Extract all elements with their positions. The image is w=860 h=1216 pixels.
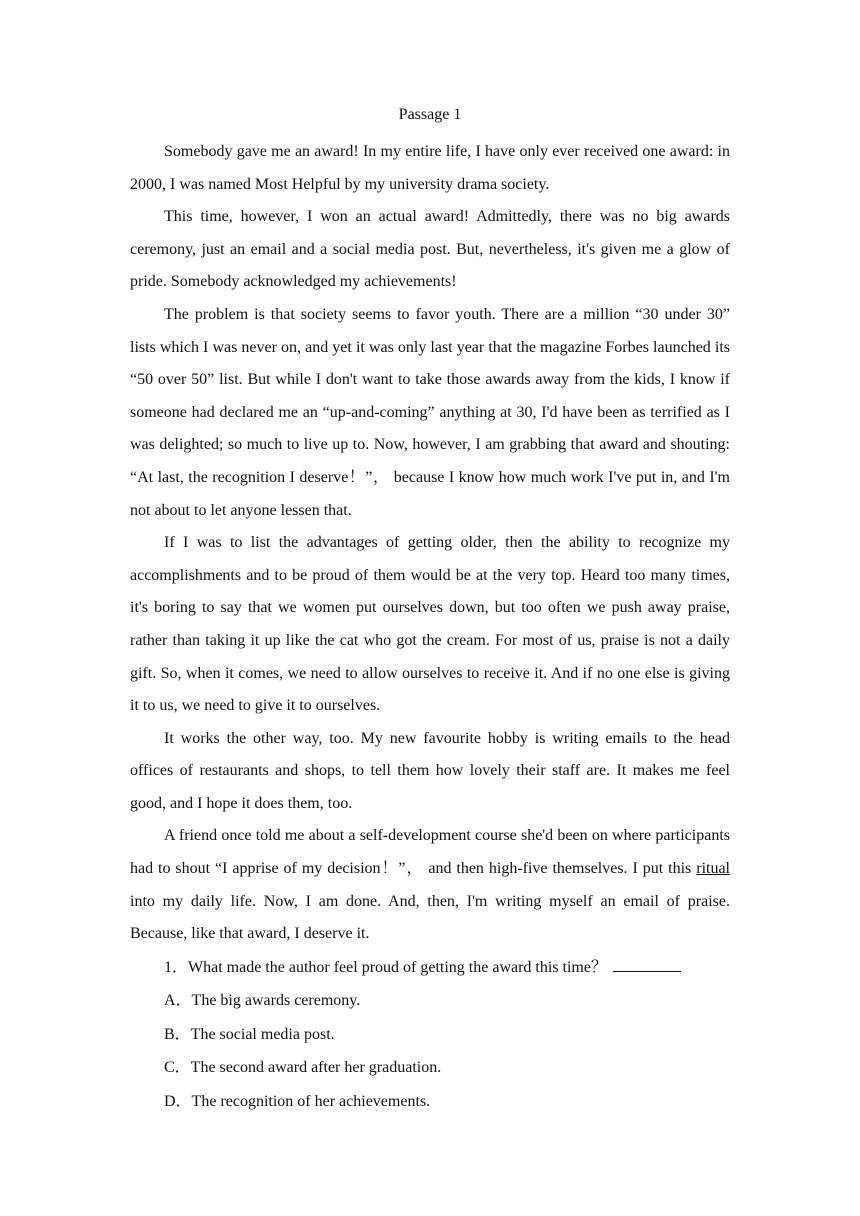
option-b: B．The social media post. [164,1025,335,1043]
question-1-text: 1．What made the author feel proud of getting the award this time？ [164,958,607,976]
paragraph-2: This time, however, I won an actual award! Admittedly, there was no big awards ceremony, just an email and a social media post. But, nevertheless, it's given me a glow of pride. Somebody acknowledged my achievements! [130,208,730,291]
paragraph-3: The problem is that society seems to favor youth. There are a million “30 under 30” lists which I was never on, and yet it was only last year that the magazine Forbes launched its “50 over 50” list. But while I don't want to take those awards away from the kids, I know if someone had declared me an “up-and-coming” anything at 30, I'd have been as terrified as I was delighted; so much to live up to. Now, however, I am grabbing that award and shouting: “At last, the recognition I deserve！”， because I know how much work I've put in, and I'm not about to let anyone lessen that. [130,305,730,519]
answer-blank [613,957,681,972]
paragraph-4: If I was to list the advantages of getting older, then the ability to recognize my accomplishments and to be proud of them would be at the very top. Heard too many times, it's boring to say that we women put ourselves down, but too often we push away praise, rather than taking it up like the cat who got the cream. For most of us, praise is not a daily gift. So, when it comes, we need to allow ourselves to receive it. And if no one else is giving it to us, we need to give it to ourselves. [130,534,730,715]
paragraph-6-text-after: into my daily life. Now, I am done. And, then, I'm writing myself an email of praise. Because, like that award, I deserve it. [130,892,730,943]
document-page [130,104,730,1118]
option-c: C．The second award after her graduation. [164,1059,442,1077]
paragraph-6 [130,820,730,950]
option-d: D．The recognition of her achievements. [164,1092,431,1110]
question-1 [130,951,730,985]
paragraph-5: It works the other way, too. My new favourite hobby is writing emails to the head offices of restaurants and shops, to tell them how lovely their staff are. It makes me feel good, and I hope it does them, too. [130,729,730,812]
underlined-word-ritual: ritual [696,860,730,878]
paragraph-6-text-before: A friend once told me about a self-development course she'd been on where participants had to shout “I apprise of my decision！”， and then high-five themselves. I put this [130,827,730,878]
option-a: A．The big awards ceremony. [164,992,361,1010]
paragraph-1: Somebody gave me an award! In my entire life, I have only ever received one award: in 2000, I was named Most Helpful by my university drama society. [130,143,730,193]
passage-title: Passage 1 [398,106,462,123]
